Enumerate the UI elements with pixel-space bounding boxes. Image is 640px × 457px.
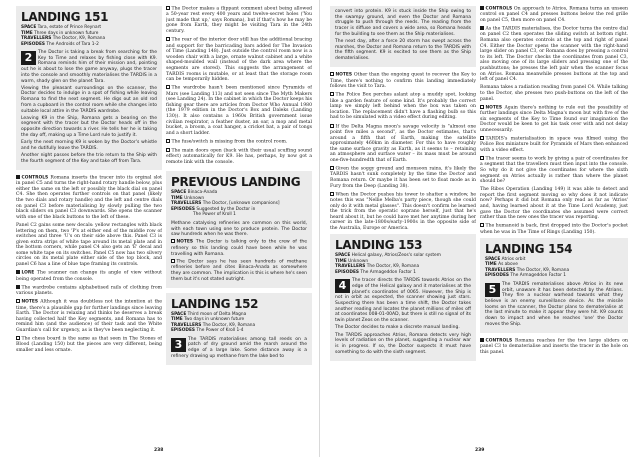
lore-paragraph-2: The wardrobe contains alphabetised rails of clothing from various planets. (16, 285, 162, 297)
landing-151-episodes: EPISODES The Androids of Tara 1-2 (21, 41, 99, 47)
paragraph: The Ribos Operation (Landing 149) it was able to detect and report the first segment moving so why does it not indicate now? Perhaps it did but Romana only read as far as 'Atrios' and, having learned about it at the Time Lord Academy, just gave the Doctor the coordinates she assumed were correct rather than the new ones the tracer was reporting. (480, 187, 628, 221)
controls-icon (480, 26, 484, 30)
landing-153-episodes: EPISODES The Armageddon Factor 1 (335, 269, 417, 275)
previous-time: TIME Unknown (171, 195, 205, 201)
controls-paragraph: CONTROLS Romana inserts the tracer into its orginal slot in panel C5 and turns the right-hand rotary handle below, plus either the same on the left or possibly the black dial on panel C4. She then operates further controls on that panel (likely the two dials and rotary handle) and the left and centre dials on panel C3 before materialising by slowly pulling the two black sliders on panel C3 downwards. She opens the scanner with one of the black buttons to the left of these. (16, 175, 162, 220)
paragraph: TARDIS's materialisation in space was filmed using the Police Box miniature built for Pyramids of Mars then enhanced with a video effect. (480, 136, 628, 153)
landing-154-box (480, 238, 628, 333)
paragraph: The main doors open (back with their usual scuffing sound effect) automatically for K9. He has, perhaps, by now got a remote link with the console. (166, 148, 312, 165)
dropcap: 2 (21, 51, 36, 65)
paragraph: The Police Box perches aslant atop a muddy spot, looking like a garden feature of some kind. It's probably the correct lamp we simply left behind when the box was taken on location. The replacement didn't have a flashing bulb so this had to be simulated with a video effect during editing. (330, 93, 476, 121)
notes-icon (330, 124, 334, 128)
landing-154-body: 5 The TARDIS rematerialises above Atrios in its new orbit, unaware it has been detected by the Atrians. They fire a nuclear warhead towards what they believe is an enemy surveillance device. As the missile looms on the scanner, the Doctor plans to dematerialise at the last minute to make it appear they were hit. K9 counts down to impact and when he reaches 'one' the Doctor moves the Ship. (485, 281, 623, 327)
landing-152-continued: convert into protein. K9 is stuck inside the Ship owing to the swampy ground, and even the Doctor and Romana struggle to push through the reeds. The reading from the tracer is diffuse and covers a wide area, so Romana heads for the building to see them as the Ship materialises. The next day, after a force 20 storm has swept across the marshes, the Doctor and Romana return to the TARDIS with the fifth segment. K9 is excited to see them as the Ship dematerialises. (330, 6, 476, 67)
landing-152-space: SPACE Third moon of Delta Magna (171, 311, 247, 317)
landing-154-travellers: TRAVELLERS The Doctor, K9, Romana (485, 267, 570, 273)
controls-icon (480, 6, 484, 10)
notes-icon (330, 92, 334, 96)
landing-153-time: TIME Unknown (335, 258, 369, 264)
landing-151-body: 2 The Doctor is taking a break from searching for the Key to Time and relaxes by fishing close with K9. Romana reminds him of their mission and, pointing out he is about to lose the game anyway, plugs the tracer into the console and smoothly materialises the TARDIS in a warm, shady glen on the planet Tara. Viewing the pleasant surroundings on the scanner, the Doctor decides to indulge in a spot of fishing while leaving Romana to find the next segment. He digs out an old rod from a cupboard in the control room while she changes into suitable local attire in the TARDIS wardrobe. Leaving K9 in the Ship, Romana gets a bearing on the segment with the tracer but the Doctor heads off in the opposite direction towards a river. He tells her he is taking the day off, making up a Time Lord rule to justify it. Early the next morning K9 is woken by the Doctor's whistle and he dutifully leave the TARDIS. Another night passes before the trio return to the Ship with the fourth segment of the Key and take off from Tara. (21, 50, 157, 164)
landing-151-time: TIME Three days in unknown future (21, 30, 99, 36)
dropcap: 3 (171, 338, 186, 352)
previous-travellers: TRAVELLERS The Doctor, [unknown companions] (171, 201, 280, 207)
notes-paragraph: NOTES Other than the ongoing quest to recover the Key to Time, there's nothing to confirm this landing immediately follows the visit to Tara. (330, 73, 476, 90)
dropcap: 4 (335, 279, 350, 293)
paragraph: The rear of the interior door still has the additional bracing and support for the barricading bars added for The Invasion of Time (Landing 148). Just outside the control room now is a wooden chair with a large, ornate walnut cabinet and a white shaped-moulded wall (instead of the dark area where the segments are stored). This suggests the arrangement of TARDIS rooms is mutable, or at least that the storage room can be temporarily hidden. (166, 37, 312, 83)
notes-paragraph-2: The chess board is the same as that seen in The Stones of Blood (Landing 150) but the pieces are very different, being smaller and less ornate. (16, 336, 162, 353)
landing-154-episodes: EPISODES The Armageddon Factor 1 (485, 273, 567, 279)
paragraph: When the Doctor pushes his tower to shatter a window, he notes this was "Nellie Melba's party piece, though she could only do it with metal glasses". This doesn't confirm he learned the trick from the operatic soprano herself, just that he's heard about it, but he could have met her anytime during her career in the late-1800s/early-1900s in the opposite side of the Australia, Europe or America. (330, 192, 476, 232)
landing-154-title: LANDING 154 (485, 241, 573, 256)
previous-episodes-2: The Power of Kroll 1 (193, 212, 236, 218)
controls-icon (480, 338, 484, 342)
landing-151-space: SPACE Tara, estate of Prince Reynart (21, 25, 102, 30)
page-number-right: 239 (475, 448, 485, 453)
previous-landing-title: PREVIOUS LANDING (171, 175, 301, 190)
landing-152-episodes: EPISODES The Power of Kroll 1-4 (171, 328, 244, 334)
paragraph: Given the soggy ground and monsoon rains, it's likely the TARDIS hasn't sunk completely by the time the Doctor and Romana return. Or maybe it has been set to float mode as in Fury from the Deep (Landing 38). (330, 166, 476, 189)
paragraph: As the TARDIS materialises, the Doctor turns the centre dial on panel C2 then operates the sliding switch at bottom right. Romana also operates controls at the top and right of panel C4. Either the Doctor opens the scanner with the right-hand large slider on panel C3, or Romana does by pressing a control to its left. The Doctor checks the coordinates from panel C3, also moving one of its large sliders and pressing one of the pushbuttons; he presses the left pair when the scanner focus on Atrios. Romana meanwhile presses buttons at the top and left of panel C4. (480, 26, 628, 83)
landing-152-title: LANDING 152 (171, 296, 259, 311)
notes-icon (330, 166, 334, 170)
previous-space: SPACE Binaca-Anada (171, 190, 218, 196)
landing-154-time: TIME As above (485, 262, 518, 268)
previous-body: Methane catalysing refineries are common on this world, with each town using one to produce protein. The Doctor saw hundreds when he was there. NOTES The Doctor is talking only to the crew of the refinery so this landing could have been while he was travelling with Romana. The Doctor says he has seen hundreds of methane refineries before and cites Binaca-Anada as somewhere they are common. The implication is this is where he's seen them but it's not stated outright. (171, 220, 307, 282)
paragraph: The wardrobe hasn't been mentioned since Pyramids of Mars (see Landing 113) and not seen since The Myth Makers (see Landing 24). In the cabinet in which the Doctor keeps his fishing gear there are articles from Doctor Who Annual 1980 (the 1979 edition in the Doctor's Box and Daleks (Landing 130)). It also contains a 1960s British government issue civilian respirator, a feather duster, an oar, a mop and metal bucket, a broom, a coat hanger, a cricket bat, a pair of tongs and a short ladder. (166, 86, 312, 136)
notes-icon (480, 156, 484, 160)
landing-151-travellers: TRAVELLERS The Doctor, K9, Romana (21, 36, 106, 41)
page-number-left: 238 (154, 448, 164, 453)
notes-icon (330, 192, 334, 196)
landing-151-title: LANDING 151 (21, 10, 109, 24)
landing-153-travellers: TRAVELLERS The Doctor, K9, Romana (335, 264, 420, 270)
notes-icon (480, 105, 484, 109)
lore-paragraph: LORE The scanner can change its angle of view without being operated from the console. (16, 270, 162, 282)
landing-152-body: 3 The TARDIS materialises among tall reeds on a patch of dry ground amid the marsh around the edge of a large lake. Some distance away is a refinery drawing up methane from the lake bed to (171, 336, 307, 359)
controls-paragraph: CONTROLS On approach to Atrios, Romana turns an unseen control on panel C4 and presses buttons below the red grille on panel C5, then more on panel C4. (480, 6, 628, 23)
notes-icon (330, 72, 334, 76)
paragraph: Romana takes a radiation reading from panel C4. While talking to the Doctor, she presses two push-buttons on the left of the panel. (480, 85, 628, 102)
landing-152-time: TIME Two days in unknown future (171, 317, 245, 323)
landing-153-title: LANDING 153 (335, 238, 423, 253)
notes-paragraph: NOTES Although it was doubtless not the intention at the time, there's a plausible gap for further landings since leaving Earth. The Doctor is relaxing and thinks he deserves a break having collected half the Key segments, and Romana has to remind him (and the audience) of their task and the White Guardian's call for urgency, as is they've been neglecting it. (16, 299, 162, 333)
paragraph: If the Delta Magna moon's savage velocity is "almost one point five miles a second", as the Doctor estimates, that's around a fifth that of Earth, making the satellite approximately 460km in diameter. For this to have roughly the same surface gravity as Earth, as it seems to – retaining an atmosphere and surface water – its mass must be around one-five-hundredth that of Earth. (330, 124, 476, 163)
notes-icon (480, 223, 484, 227)
landing-153-box (330, 234, 476, 361)
right-column-1 (330, 6, 476, 442)
landing-154-space: SPACE Atrios orbit (485, 256, 526, 262)
notes-icon (480, 136, 484, 140)
right-column-2 (480, 6, 628, 442)
paragraph: The fuse/switch is missing from the control room. (166, 139, 312, 145)
landing-152-travellers: TRAVELLERS The Doctor, K9, Romana (171, 322, 256, 328)
panel-paragraph: Panel C2 gains some new decals: yellow rectangles with black lettering on them, two 'P's at either end of the middle row of switches and three 'U's on their side above this. Panel C3 is given extra strips of white tape around its metal plate and in the bottom corners, while panel C4 also gets an 'E' decal and some white tape on its switches. Panel C5 now has two silvery circles on its metal plate either side of the top block, and panel C6 has a line of blue tape framing its controls. (16, 222, 162, 268)
previous-episodes: EPISODES Suggested by the Doctor in (171, 206, 256, 212)
controls-paragraph: CONTROLS Romana reaches for the two large sliders on panel C3 to dematerialise and inserts the tracer in the hole on this panel. (480, 338, 628, 355)
paragraph: The humanoid is back, first dropped into the Doctor's pocket when he was in The Time of Rings (Landing 150). (480, 224, 628, 235)
landing-153-space: SPACE Helical galaxy, Atrios/Zeos's solar system (335, 253, 441, 259)
paragraph: The tracer seems to work by giving a pair of coordinates for a segment that the travellers must then input into the console. So why do it not give the coordinates for where the sixth segment on Atrios actually is rather than where the planet should be? (480, 156, 628, 185)
landing-153-body: 4 The tracer directs the TARDIS towards Atrios on the edge of the Helical galaxy and it materialises at the planet's coordinates of 0065. However, the Ship is not in orbit as expected, the scanner showing just stars. Suspecting there has been a time shift, the Doctor takes another reading and locates the planet millions of miles off at coordinates 008-01-00AD, but there is still no signal of its twin planet Zeos on the scanner. The Doctor decides to make a discrete manual landing. The TARDIS approaches Atrios, Romana detects very high levels of radiation on the planet, suggesting a nuclear war is in progress. If so, the Doctor suspects it must have something to do with the sixth segment. (335, 278, 471, 355)
dropcap: 5 (485, 283, 500, 297)
notes-paragraph: NOTES Again there's nothing to rule out the possibility of further landings since Delta Magna's moon but with five of the six segments of the Key to Time found our imagination the Doctor would be keen to get his task over with and not delay unnecessarily. (480, 105, 628, 133)
paragraph: The Doctor makes a flippant comment about being allowed a 50-year rest every 400 years and twelve-secret holes ('You just made that up,' says Romana), but if that's how he may be gone from Earth, they might be visiting Tara in the 24th century. (166, 6, 312, 35)
